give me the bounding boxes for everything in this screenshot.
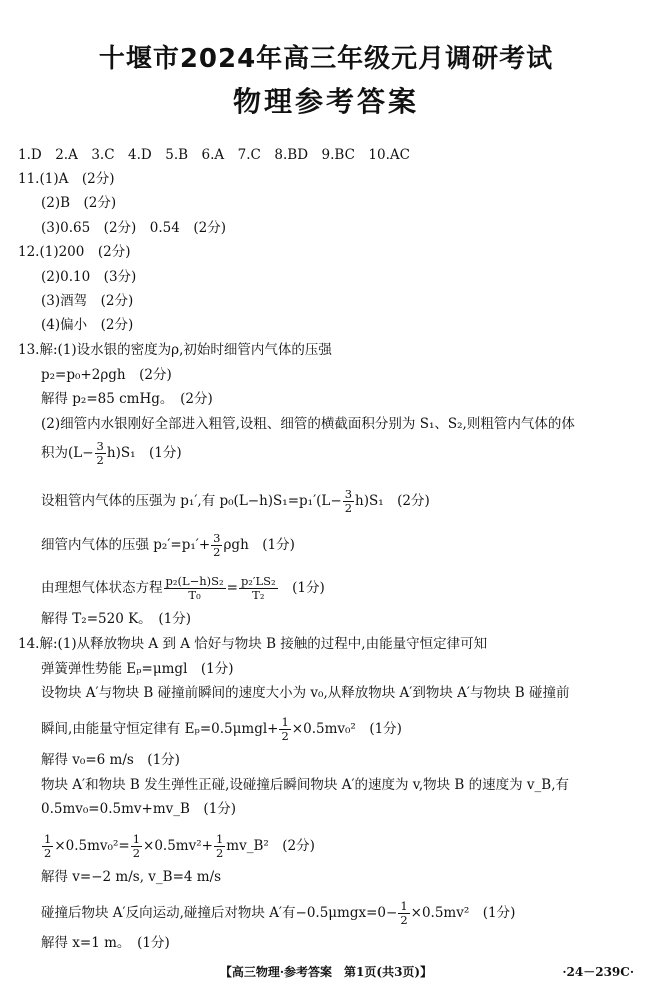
fraction-num: p₂(L−h)S₂: [165, 574, 224, 588]
q13-line-7-a: 细管内气体的压强 p₂′=p₁′+: [41, 537, 211, 553]
q14-line-4: [41, 716, 402, 743]
fraction-num: 1: [400, 899, 408, 913]
q13-line-8: [41, 575, 325, 602]
fraction: [211, 532, 222, 559]
q14-line-8-a: ×0.5mv₀²=: [54, 838, 130, 854]
q14-line-10-b: ×0.5mv² (1分): [410, 905, 516, 921]
fraction-num: 1: [281, 715, 289, 729]
q11-line-2: (2)B (2分): [41, 195, 117, 211]
fraction-num: 3: [344, 487, 353, 501]
q13-line-5: [41, 440, 182, 467]
q13-line-5-b: h)S₁ (1分): [106, 445, 182, 461]
q14-line-11: 解得 x=1 m。 (1分): [41, 935, 170, 951]
q13-line-8-a: 由理想气体状态方程: [41, 580, 163, 596]
fraction-num: 1: [215, 832, 224, 846]
q13-line-3: 解得 p₂=85 cmHg。 (2分): [41, 391, 213, 407]
q13-line-8-b: (1分): [292, 580, 325, 596]
fraction: [279, 716, 290, 743]
q14-line-8-b: ×0.5mv²+: [143, 838, 213, 854]
exam-title: 十堰市2024年高三年级元月调研考试: [98, 44, 554, 74]
fraction-den: 2: [344, 501, 353, 515]
footer-center: 【高三物理·参考答案 第1页(共3页)】: [219, 965, 433, 979]
q13-line-9: 解得 T₂=520 K。 (1分): [41, 611, 192, 627]
q13-line-2: p₂=p₀+2ρgh (2分): [41, 367, 172, 383]
fraction-den: 2: [215, 846, 224, 860]
equals-sign: =: [226, 580, 238, 596]
fraction-den: T₂: [252, 588, 265, 602]
q14-line-1: 14.解:(1)从释放物块 A 到 A 恰好与物块 B 接触的过程中,由能量守恒定律可知: [18, 636, 488, 652]
fraction: [398, 900, 409, 927]
q13-line-6-a: 设粗管内气体的压强为 p₁′,有 p₀(L−h)S₁=p₁′(L−: [41, 493, 342, 509]
q14-line-10: [41, 900, 515, 927]
q14-line-4-a: 瞬间,由能量守恒定律有 Eₚ=0.5μmgl+: [41, 721, 279, 737]
q13-line-1: 13.解:(1)设水银的密度为ρ,初始时细管内气体的压强: [18, 342, 332, 358]
fraction: [164, 575, 226, 602]
q13-line-5-a: 积为(L−: [41, 445, 94, 461]
fraction-den: T₀: [188, 588, 201, 602]
q14-line-5: 解得 v₀=6 m/s (1分): [41, 752, 180, 768]
q12-line-1: 12.(1)200 (2分): [18, 244, 131, 260]
q14-line-8-c: mv_B² (2分): [226, 838, 315, 854]
fraction-den: 2: [213, 545, 221, 559]
q11-line-1: 11.(1)A (2分): [18, 171, 115, 187]
q14-line-6: 物块 A′和物块 B 发生弹性正碰,设碰撞后瞬间物块 A′的速度为 v,物块 B 的速度为 v_B,有: [41, 777, 569, 793]
fraction-den: 2: [400, 913, 408, 927]
q12-line-3: (3)酒驾 (2分): [41, 293, 134, 309]
q14-line-8: [41, 833, 315, 860]
fraction-den: 2: [281, 729, 289, 743]
q14-line-7: 0.5mv₀=0.5mv+mv_B (1分): [41, 801, 237, 817]
q14-line-3: 设物块 A′与物块 B 碰撞前瞬间的速度大小为 v₀,从释放物块 A′到物块 A′与物块 B 碰撞前: [41, 685, 570, 701]
fraction: [42, 833, 53, 860]
fraction: [239, 575, 278, 602]
q14-line-4-b: ×0.5mv₀² (1分): [291, 721, 402, 737]
fraction-den: 2: [96, 453, 104, 467]
q14-line-9: 解得 v=−2 m/s, v_B=4 m/s: [41, 869, 222, 885]
q13-line-4: (2)细管内水银刚好全部进入粗管,设粗、细管的横截面积分别为 S₁、S₂,则粗管内气体的体: [41, 416, 575, 432]
q12-line-2: (2)0.10 (3分): [41, 269, 137, 285]
q14-line-2: 弹簧弹性势能 Eₚ=μmgl (1分): [41, 661, 234, 677]
fraction-num: 1: [132, 832, 141, 846]
q13-line-7-b: ρgh (1分): [223, 537, 295, 553]
fraction: [131, 833, 142, 860]
fraction-num: 3: [96, 439, 104, 453]
footer-code: ·24－239C·: [562, 965, 634, 979]
fraction-num: 1: [44, 832, 52, 846]
q13-line-7: [41, 532, 295, 559]
q11-line-3: (3)0.65 (2分) 0.54 (2分): [41, 220, 226, 236]
fraction-num: 3: [213, 531, 221, 545]
fraction: [214, 833, 225, 860]
q13-line-6: [41, 488, 430, 515]
fraction: [343, 488, 354, 515]
q12-line-4: (4)偏小 (2分): [41, 317, 134, 333]
answer-key-title: 物理参考答案: [232, 85, 419, 118]
choice-answers: 1.D 2.A 3.C 4.D 5.B 6.A 7.C 8.BD 9.BC 10.AC: [18, 147, 410, 163]
fraction-num: p₂′LS₂: [240, 574, 276, 588]
fraction: [95, 440, 106, 467]
q13-line-6-b: h)S₁ (2分): [355, 493, 430, 509]
fraction-den: 2: [132, 846, 141, 860]
fraction-den: 2: [44, 846, 52, 860]
q14-line-10-a: 碰撞后物块 A′反向运动,碰撞后对物块 A′有−0.5μmgx=0−: [41, 905, 398, 921]
